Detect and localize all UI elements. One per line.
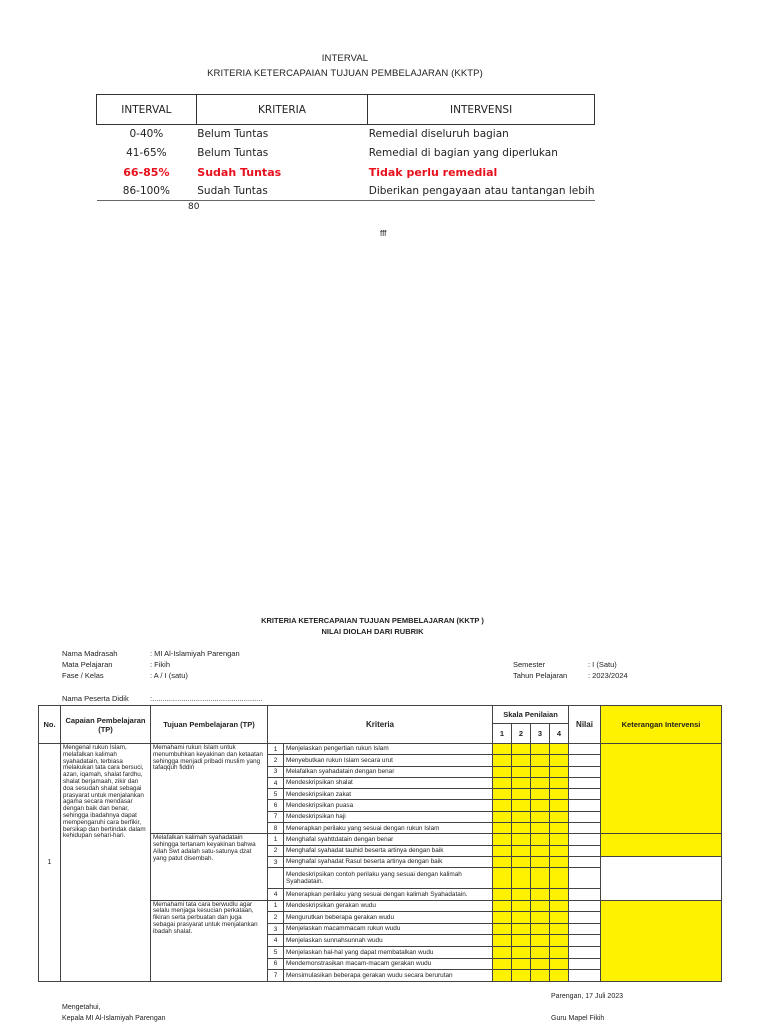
keterangan-cell[interactable]	[601, 834, 722, 857]
semester-value: : I (Satu)	[588, 660, 617, 669]
kriteria-text: Menghafal syahadat Rasul beserta artinya dengan baik	[284, 856, 493, 867]
kriteria-text: Menerapkan perilaku yang sesuai dengan rukun Islam	[284, 823, 493, 834]
footer-mengetahui: Mengetahui,	[62, 1004, 101, 1011]
skala-cell[interactable]	[550, 766, 569, 777]
fase-value: : A / I (satu)	[150, 671, 188, 680]
kriteria-number: 2	[268, 755, 284, 766]
kriteria-number: 2	[268, 845, 284, 856]
skala-cell[interactable]	[550, 923, 569, 935]
kriteria-text: Mendeskripsikan gerakan wudu	[284, 900, 493, 912]
skala-cell[interactable]	[550, 868, 569, 889]
skala-cell[interactable]	[493, 777, 512, 788]
kriteria-text: Menghafal syahttdatain dengan benar	[284, 834, 493, 845]
skala-cell[interactable]	[550, 912, 569, 924]
kktp-title: KRITERIA KETERCAPAIAN TUJUAN PEMBELAJARAN (KKTP)	[207, 68, 483, 79]
skala-cell[interactable]	[531, 823, 550, 834]
skala-cell[interactable]	[531, 811, 550, 822]
skala-cell[interactable]	[512, 823, 531, 834]
skala-cell[interactable]	[531, 958, 550, 970]
skala-cell[interactable]	[531, 935, 550, 947]
kriteria-number: 1	[268, 744, 284, 755]
keterangan-cell[interactable]	[601, 744, 722, 834]
skala-cell[interactable]	[550, 744, 569, 755]
skala-cell[interactable]	[512, 912, 531, 924]
skala-cell[interactable]	[512, 845, 531, 856]
skala-cell[interactable]	[493, 900, 512, 912]
skala-cell[interactable]	[531, 946, 550, 958]
kriteria-text: Menjelaskan macammacam rukun wudu	[284, 923, 493, 935]
kriteria-number: 6	[268, 958, 284, 970]
skala-cell[interactable]	[512, 811, 531, 822]
skala-cell[interactable]	[493, 958, 512, 970]
skala-cell[interactable]	[531, 900, 550, 912]
kriteria-text: Menjelaskan hal-hal yang dapat membatalkan wudu	[284, 946, 493, 958]
nilai-cell[interactable]	[569, 935, 601, 947]
skala-cell[interactable]	[493, 823, 512, 834]
nilai-cell[interactable]	[569, 755, 601, 766]
kriteria-number: 3	[268, 856, 284, 867]
kriteria-number: 2	[268, 912, 284, 924]
skala-cell[interactable]	[531, 800, 550, 811]
kriteria-text: Menjelaskan sunnahsunnah wudu	[284, 935, 493, 947]
skala-cell[interactable]	[531, 744, 550, 755]
kriteria-number: 4	[268, 935, 284, 947]
skala-cell[interactable]	[493, 856, 512, 867]
nilai-cell[interactable]	[569, 889, 601, 900]
rubric-table	[38, 705, 722, 982]
nilai-cell[interactable]	[569, 900, 601, 912]
skala-cell[interactable]	[550, 900, 569, 912]
kriteria-text: Mendeskripsikan haji	[284, 811, 493, 822]
skala-cell[interactable]	[531, 856, 550, 867]
skala-cell[interactable]	[550, 800, 569, 811]
interval-cell: 41-65%	[126, 147, 167, 159]
kriteria-cell: Belum Tuntas	[197, 147, 269, 159]
footer-date: Parengan, 17 Juli 2023	[551, 993, 623, 1000]
kriteria-text: Melafalkan syahadatain dengan benar	[284, 766, 493, 777]
skala-cell[interactable]	[512, 777, 531, 788]
nilai-cell[interactable]	[569, 744, 601, 755]
header-intervensi: INTERVENSI	[368, 95, 595, 125]
skala-cell[interactable]	[512, 970, 531, 982]
skala-cell[interactable]	[550, 935, 569, 947]
skala-cell[interactable]	[531, 970, 550, 982]
header-nilai: Nilai	[569, 706, 601, 744]
nilai-cell[interactable]	[569, 970, 601, 982]
header-skala: Skala Penilaian	[493, 706, 569, 724]
kriteria-text: Mendeskripsikan puasa	[284, 800, 493, 811]
nilai-cell[interactable]	[569, 845, 601, 856]
loose-text: fff	[380, 229, 387, 238]
skala-cell[interactable]	[493, 744, 512, 755]
interval-row	[97, 125, 595, 144]
kriteria-number: 3	[268, 923, 284, 935]
skala-cell[interactable]	[493, 935, 512, 947]
skala-cell[interactable]	[512, 766, 531, 777]
interval-row	[97, 182, 595, 201]
skala-cell[interactable]	[531, 777, 550, 788]
skala-cell[interactable]	[550, 845, 569, 856]
kriteria-text: Mensimulasikan beberapa gerakan wudu secara berurutan	[284, 970, 493, 982]
fase-label: Fase / Kelas	[62, 671, 104, 680]
kriteria-number: 7	[268, 970, 284, 982]
intervensi-cell: Tidak perlu remedial	[368, 165, 498, 179]
tujuan-cell: Memahami tata cara berwudlu agar selalu menjaga kesucian perkataan, fikiran serta perbuatan dan juga sebagai prasyarat untuk menjalankan ibadah shalat.	[151, 900, 268, 981]
skala-cell[interactable]	[493, 834, 512, 845]
skala-col-3: 3	[531, 724, 550, 744]
skala-cell[interactable]	[512, 923, 531, 935]
skala-cell[interactable]	[531, 923, 550, 935]
skala-cell[interactable]	[512, 834, 531, 845]
skala-cell[interactable]	[550, 811, 569, 822]
skala-cell[interactable]	[550, 755, 569, 766]
header-kriteria: KRITERIA	[196, 95, 367, 125]
header-tujuan: Tujuan Pembelajaran (TP)	[151, 706, 268, 744]
skala-cell[interactable]	[493, 923, 512, 935]
interval-cell: 66-85%	[123, 165, 170, 179]
kriteria-number	[268, 868, 284, 889]
nilai-cell[interactable]	[569, 789, 601, 800]
skala-cell[interactable]	[512, 744, 531, 755]
skala-cell[interactable]	[550, 856, 569, 867]
kriteria-cell: Sudah Tuntas	[196, 182, 367, 201]
skala-cell[interactable]	[493, 868, 512, 889]
intervensi-cell: Remedial di bagian yang diperlukan	[368, 147, 558, 159]
kriteria-cell: Sudah Tuntas	[197, 165, 282, 179]
rubric-title: KRITERIA KETERCAPAIAN TUJUAN PEMBELAJARAN (KKTP )	[261, 616, 484, 625]
nilai-cell[interactable]	[569, 834, 601, 845]
skala-cell[interactable]	[531, 845, 550, 856]
skala-cell[interactable]	[512, 800, 531, 811]
skala-cell[interactable]	[512, 958, 531, 970]
kriteria-number: 3	[268, 766, 284, 777]
skala-cell[interactable]	[512, 868, 531, 889]
skala-cell[interactable]	[493, 811, 512, 822]
skala-cell[interactable]	[550, 970, 569, 982]
row-number: 1	[39, 744, 61, 982]
interval-cell: 86-100%	[97, 182, 197, 201]
intervensi-cell: Diberikan pengayaan atau tantangan lebih	[368, 182, 595, 201]
skala-cell[interactable]	[550, 789, 569, 800]
kriteria-text: Mendeskripsikan zakat	[284, 789, 493, 800]
skala-cell[interactable]	[512, 946, 531, 958]
interval-cell: 0-40%	[97, 125, 197, 144]
nilai-cell[interactable]	[569, 958, 601, 970]
skala-cell[interactable]	[512, 789, 531, 800]
header-no: No.	[39, 706, 61, 744]
skala-cell[interactable]	[512, 935, 531, 947]
kriteria-number: 4	[268, 777, 284, 788]
keterangan-cell[interactable]	[601, 900, 722, 981]
peserta-value: :.....................................................	[150, 694, 263, 703]
footer-kepala: Kepala MI Al-Islamiyah Parengan	[62, 1015, 166, 1022]
skala-cell[interactable]	[550, 823, 569, 834]
header-capaian: Capaian Pembelajaran (TP)	[61, 706, 151, 744]
kriteria-number: 1	[268, 834, 284, 845]
rubric-header-row	[39, 706, 722, 724]
skala-cell[interactable]	[493, 970, 512, 982]
nilai-cell[interactable]	[569, 912, 601, 924]
skala-cell[interactable]	[550, 777, 569, 788]
peserta-label: Nama Peserta Didik	[62, 694, 129, 703]
tujuan-cell: Melafalkan kalimah syahadatain sehingga tertanam keyakinan bahwa Allah Swt adalah satu-satunya dzat yang patut disembah.	[151, 834, 268, 900]
interval-row	[97, 144, 595, 163]
header-interval: INTERVAL	[97, 95, 197, 125]
skala-cell[interactable]	[550, 958, 569, 970]
footer-guru: Guru Mapel Fikih	[551, 1015, 605, 1022]
interval-table-header	[97, 95, 595, 125]
kriteria-text: Mendeskripsikan shalat	[284, 777, 493, 788]
kriteria-text: Mendemonstrasikan macam-macam gerakan wudu	[284, 958, 493, 970]
nilai-cell[interactable]	[569, 800, 601, 811]
kriteria-text: Mengurutkan beberapa gerakan wudu	[284, 912, 493, 924]
header-kriteria: Kriteria	[268, 706, 493, 744]
skala-cell[interactable]	[531, 868, 550, 889]
skala-cell[interactable]	[550, 946, 569, 958]
interval-row-highlighted	[97, 163, 595, 182]
nilai-cell[interactable]	[569, 777, 601, 788]
kriteria-number: 4	[268, 889, 284, 900]
mapel-value: : Fikih	[150, 660, 171, 669]
skala-cell[interactable]	[493, 766, 512, 777]
interval-title: INTERVAL	[321, 53, 369, 64]
rubric-subtitle: NILAI DIOLAH DARI RUBRIK	[321, 627, 424, 636]
skala-cell[interactable]	[550, 834, 569, 845]
skala-cell[interactable]	[493, 889, 512, 900]
kriteria-number: 7	[268, 811, 284, 822]
skala-cell[interactable]	[531, 889, 550, 900]
kriteria-text: Menjelaskan pengertian rukun Islam	[284, 744, 493, 755]
skala-cell[interactable]	[493, 845, 512, 856]
kriteria-number: 6	[268, 800, 284, 811]
madrasah-value: : MI Al-Islamiyah Parengan	[150, 649, 240, 658]
nilai-cell[interactable]	[569, 856, 601, 867]
skala-cell[interactable]	[531, 766, 550, 777]
nilai-cell[interactable]	[569, 766, 601, 777]
skala-cell[interactable]	[550, 889, 569, 900]
kriteria-number: 5	[268, 946, 284, 958]
kriteria-number: 5	[268, 789, 284, 800]
skala-cell[interactable]	[512, 889, 531, 900]
skala-cell[interactable]	[493, 800, 512, 811]
skala-col-4: 4	[550, 724, 569, 744]
skala-cell[interactable]	[493, 789, 512, 800]
intervensi-cell: Remedial diseluruh bagian	[368, 125, 595, 144]
kriteria-number: 8	[268, 823, 284, 834]
nilai-cell[interactable]	[569, 811, 601, 822]
madrasah-label: Nama Madrasah	[62, 649, 118, 658]
semester-label: Semester	[513, 660, 546, 669]
tujuan-cell: Memahami rukun Islam untuk menumbuhkan keyakinan dan ketaatan sehingga menjadi pribadi muslim yang tafaqquh fiddin	[151, 744, 268, 834]
table-row	[39, 744, 722, 755]
skala-cell[interactable]	[531, 834, 550, 845]
tahun-label: Tahun Pelajaran	[513, 671, 568, 680]
skala-cell[interactable]	[493, 755, 512, 766]
kriteria-text: Menghafal syahadat tauhid beserta artinya dengan baik	[284, 845, 493, 856]
header-keterangan: Keterangan Intervensi	[601, 706, 722, 744]
kriteria-text: Menyebutkan rukun Islam secara urut	[284, 755, 493, 766]
interval-table	[96, 94, 595, 201]
kriteria-text: Menerapkan perilaku yang sesuai dengan kalimah Syahadatain.	[284, 889, 493, 900]
keterangan-cell[interactable]	[601, 856, 722, 900]
skala-cell[interactable]	[493, 912, 512, 924]
skala-cell[interactable]	[512, 856, 531, 867]
nilai-cell[interactable]	[569, 823, 601, 834]
nilai-cell[interactable]	[569, 868, 601, 889]
mapel-label: Mata Pelajaran	[62, 660, 113, 669]
nilai-cell[interactable]	[569, 946, 601, 958]
skala-cell[interactable]	[512, 900, 531, 912]
skala-cell[interactable]	[493, 946, 512, 958]
skala-cell[interactable]	[531, 789, 550, 800]
tahun-value: : 2023/2024	[588, 671, 628, 680]
capaian-cell: Mengenal rukun Islam, melafalkan kalimah syahadatain, terbiasa melakukan tata cara bersuci, azan, iqamah, shalat fardhu, shalat berjamaah, zikir dan doa sesudah shalat sebagai prasyarat untuk menjalankan agama secara mendasar dengan baik dan benar, sehingga ibadahnya dapat mempengaruhi cara berfikir, bersikap dan bertindak dalam kehidupan sehari-hari.	[61, 744, 151, 982]
skala-cell[interactable]	[531, 912, 550, 924]
nilai-cell[interactable]	[569, 923, 601, 935]
skala-col-1: 1	[493, 724, 512, 744]
kriteria-number: 1	[268, 900, 284, 912]
skala-col-2: 2	[512, 724, 531, 744]
skala-cell[interactable]	[531, 755, 550, 766]
kriteria-cell: Belum Tuntas	[196, 125, 367, 144]
loose-value: 80	[188, 202, 200, 212]
kriteria-text: Mendeskripsikan contoh perilaku yang sesuai dengan kalimah Syahadatain.	[284, 868, 493, 889]
skala-cell[interactable]	[512, 755, 531, 766]
